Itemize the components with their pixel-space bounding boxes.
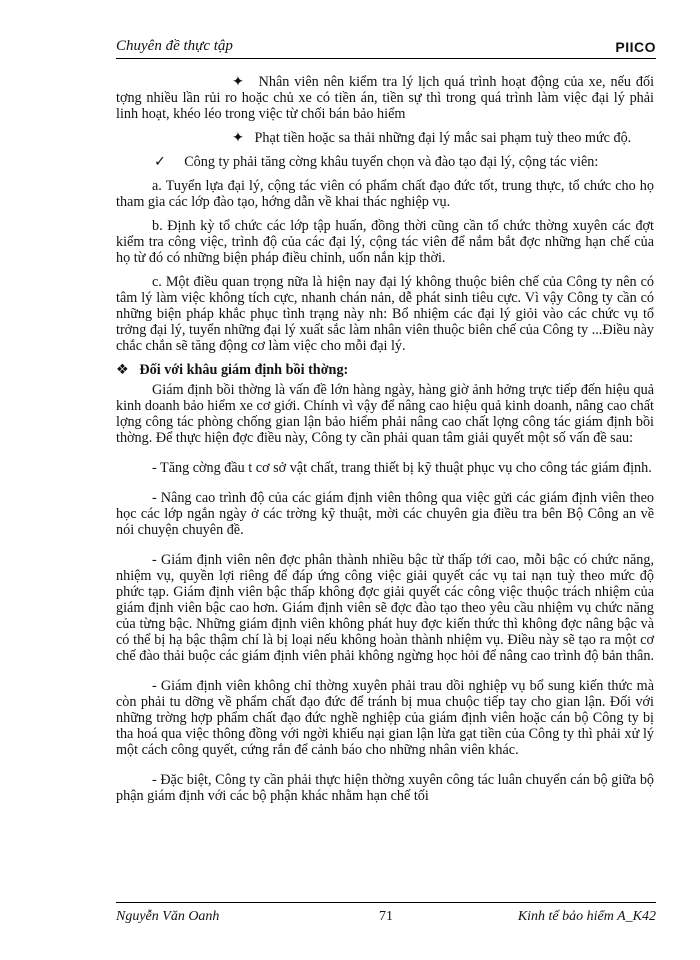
bullet-paragraph: [116, 74, 654, 122]
header-title: Chuyên đề thực tập: [116, 38, 233, 54]
section-intro: Giám định bồi thờng là vấn đề lớn hàng ngày, hàng giờ ảnh hởng trực tiếp đến hiệu quả kinh doanh bảo hiểm xe cơ giới. Chính vì vậy để nâng cao hiệu quả kinh doanh, nâng cao chất lợng công tác phòng chống gian lận bảo hiểm phải nâng cao chất lợng công tác giám định bồi thờng. Để thực hiện đợc điều này, Công ty cần phải quan tâm giải quyết một số vấn đề sau:: [116, 382, 654, 446]
dash-paragraph: [116, 490, 654, 538]
bullet-text: Phạt tiền hoặc sa thải những đại lý mắc sai phạm tuỳ theo mức độ.: [254, 130, 632, 146]
footer-author: Nguyễn Văn Oanh: [116, 909, 220, 924]
dash-text: Tăng cờng đầu t cơ sở vật chất, trang thiết bị kỹ thuật phục vụ cho công tác giám định.: [160, 460, 652, 476]
dash-marker: -: [152, 490, 157, 506]
page-body: [116, 66, 654, 804]
dash-text: Giám định viên nên đợc phân thành nhiều bậc từ thấp tới cao, mỗi bậc có chức năng, nhiệm vụ, quyền lợi riêng để đáp ứng công việc giải quyết các vụ tai nạn tuỳ theo mức độ phức tạp. Giám định viên bậc thấp không đợc giải quyết các công việc thuộc trách nhiệm của giám định viên bậc cao hơn. Giám định viên sẽ đợc đào tạo theo yêu cầu nhiệm vụ chức năng của từng bậc. Những giám định viên không phát huy đợc kiến thức thì không đợc nâng bậc và có thể bị hạ bậc thậm chí là bị loại nếu không hoàn thành nhiệm vụ. Điều này sẽ tạo ra một cơ chế đào thải buộc các giám định viên phải không ngừng học hỏi để nâng cao trình độ bản thân.: [116, 552, 655, 664]
check-paragraph: ✓ Công ty phải tăng cờng khâu tuyển chọn và đào tạo đại lý, cộng tác viên:: [154, 154, 599, 170]
check-text: Công ty phải tăng cờng khâu tuyển chọn và đào tạo đại lý, cộng tác viên:: [184, 154, 599, 170]
dash-paragraph: [116, 552, 654, 664]
dash-text: Giám định viên không chỉ thờng xuyên phải trau dồi nghiệp vụ bổ sung kiến thức mà còn phải tu dỡng về phẩm chất đạo đức để tránh bị mua chuộc tiếp tay cho gian lận. Đối với những trờng hợp phẩm chất đạo đức nghề nghiệp của giám định viên hoặc cán bộ Công ty bị tha hoá qua việc thông đồng với ngời khiếu nại gian lận lừa gạt tiền của Công ty thì phải xử lý một cách công quyết, cứng rắn để cảnh báo cho những nhân viên khác.: [116, 678, 655, 758]
paragraph-c: c. Một điều quan trọng nữa là hiện nay đại lý không thuộc biên chế của Công ty nên có tâm lý làm việc không tích cực, nhanh chán nản, dễ phát sinh tiêu cực. Vì vậy Công ty cần có những biện pháp khắc phục tình trạng này nh: Bổ nhiệm các đại lý giỏi vào các chức vụ tổ trởng đại lý, tuyển những đại lý xuất sắc làm nhân viên thuộc biên chế của Công ty ...Điều này chắc chắn sẽ tăng động cơ làm việc cho mỗi đại lý.: [116, 274, 654, 354]
dash-marker: -: [152, 678, 157, 694]
dash-paragraph: [116, 678, 654, 758]
dash-marker: -: [152, 460, 157, 476]
paragraph-b: b. Định kỳ tổ chức các lớp tập huấn, đồng thời cũng cần tổ chức thờng xuyên các đợt kiểm tra công việc, trình độ của các đại lý, cộng tác viên để nắm bắt đợc những hạn chế của họ từ đó có những biện pháp điều chỉnh, uốn nắn kịp thời.: [116, 218, 654, 266]
page-footer: [116, 902, 656, 931]
bullet-paragraph: [116, 130, 654, 146]
dash-text: Đặc biệt, Công ty cần phải thực hiện thờng xuyên công tác luân chuyển cán bộ giữa bộ phận giám định với các bộ phận khác nhằm hạn chế tối: [116, 772, 655, 804]
dash-paragraph: [116, 772, 654, 804]
dash-paragraph: [116, 460, 654, 476]
diamond-bullet-icon: ❖: [116, 362, 129, 378]
paragraph-a: a. Tuyển lựa đại lý, cộng tác viên có phẩm chất đạo đức tốt, trung thực, tổ chức cho họ tham gia các lớp đào tạo, hớng dẫn về khai thác nghiệp vụ.: [116, 178, 654, 210]
page-header: [116, 34, 656, 59]
dash-text: Nâng cao trình độ của các giám định viên thông qua việc gửi các giám định viên theo học các lớp ngắn ngày ở các trờng kỹ thuật, mời các chuyên gia điều tra bên Bộ Công an về nói chuyện chuyên đề.: [116, 490, 654, 538]
cross-bullet-icon: ✦: [232, 130, 244, 146]
section-title: Đối với khâu giám định bồi thờng:: [139, 362, 349, 378]
footer-course: Kinh tế bảo hiểm A_K42: [517, 909, 656, 924]
dash-marker: -: [152, 772, 157, 788]
cross-bullet-icon: ✦: [232, 74, 244, 90]
page-number: 71: [379, 909, 393, 924]
section-heading: [116, 362, 654, 378]
bullet-text: Nhân viên nên kiểm tra lý lịch quá trình hoạt động của xe, nếu đối tợng nhiều lần rủi ro hoặc chủ xe có tiền án, tiền sự thì trong quá trình làm việc đại lý phải linh hoạt, khéo léo trong việc từ chối bán bảo hiểm: [116, 74, 655, 122]
dash-marker: -: [152, 552, 157, 568]
header-logo: PIICO: [615, 39, 656, 55]
